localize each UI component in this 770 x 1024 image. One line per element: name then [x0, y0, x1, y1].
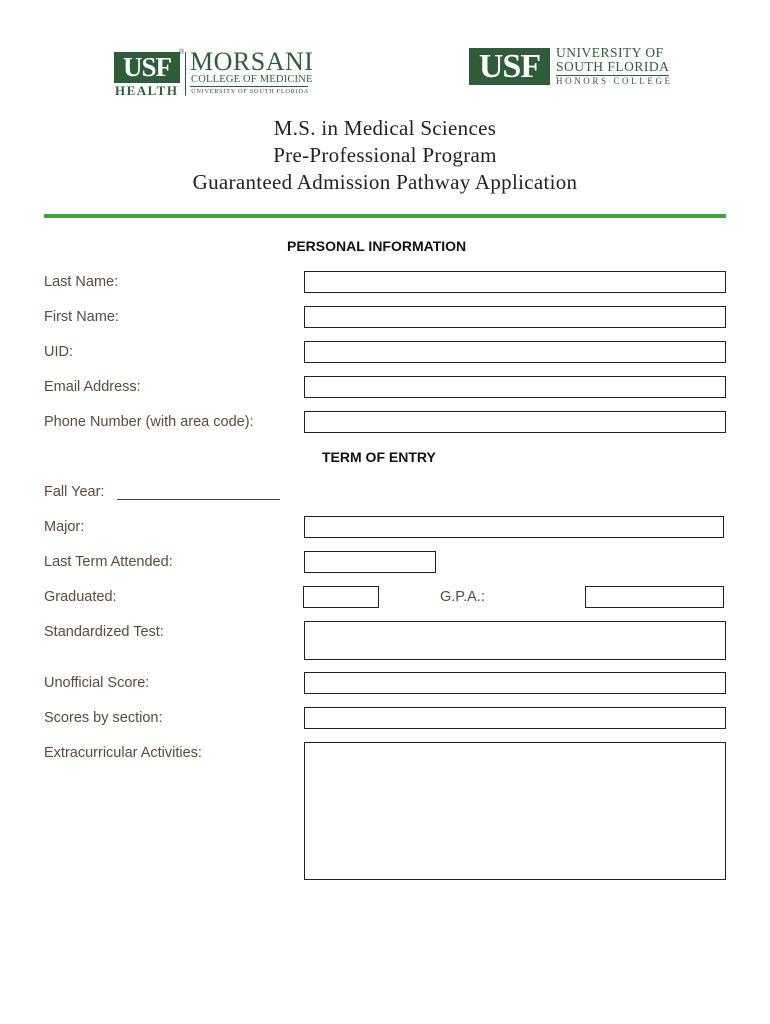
usf-logo-mark: USF: [469, 48, 550, 85]
logo-divider: [185, 52, 186, 96]
registered-mark: ®: [179, 49, 185, 56]
fall-year-label: Fall Year:: [44, 484, 105, 500]
graduated-label: Graduated:: [44, 589, 117, 605]
last-term-attended-label: Last Term Attended:: [44, 554, 173, 570]
uid-input[interactable]: [304, 341, 726, 363]
standardized-test-input[interactable]: [304, 621, 726, 660]
fall-year-blank[interactable]: [117, 483, 280, 500]
gpa-input[interactable]: [585, 586, 724, 608]
phone-number-input[interactable]: [304, 411, 726, 433]
logo-underline: [190, 86, 308, 87]
unofficial-score-label: Unofficial Score:: [44, 675, 150, 691]
college-of-medicine-wordmark: COLLEGE OF MEDICINE: [191, 74, 313, 85]
extracurricular-activities-label: Extracurricular Activities:: [44, 745, 202, 761]
email-address-label: Email Address:: [44, 379, 141, 395]
health-wordmark: HEALTH: [115, 83, 179, 98]
scores-by-section-input[interactable]: [304, 707, 726, 729]
honors-college-wordmark: HONORS COLLEGE: [556, 76, 673, 86]
title-line-3: Guaranteed Admission Pathway Application: [192, 170, 578, 194]
green-divider-rule: [44, 214, 726, 218]
email-address-input[interactable]: [304, 376, 726, 398]
term-of-entry-heading: TERM OF ENTRY: [322, 449, 436, 465]
uid-label: UID:: [44, 344, 73, 360]
last-name-input[interactable]: [304, 271, 726, 293]
personal-information-heading: PERSONAL INFORMATION: [287, 238, 467, 254]
morsani-wordmark: MORSANI: [190, 47, 314, 76]
university-of-wordmark: UNIVERSITY OF: [556, 45, 664, 60]
major-input[interactable]: [304, 516, 724, 538]
extracurricular-activities-input[interactable]: [304, 742, 726, 880]
last-name-label: Last Name:: [44, 274, 119, 290]
gpa-label: G.P.A.:: [440, 589, 485, 605]
major-label: Major:: [44, 519, 85, 535]
graduated-input[interactable]: [303, 586, 379, 608]
title-line-2: Pre-Professional Program: [273, 143, 497, 167]
unofficial-score-input[interactable]: [304, 672, 726, 694]
university-wordmark-small: UNIVERSITY OF SOUTH FLORIDA: [191, 88, 309, 95]
usf-health-logo-mark: USF: [114, 52, 180, 83]
scores-by-section-label: Scores by section:: [44, 710, 163, 726]
first-name-input[interactable]: [304, 306, 726, 328]
first-name-label: First Name:: [44, 309, 119, 325]
last-term-attended-input[interactable]: [304, 551, 436, 573]
phone-number-label: Phone Number (with area code):: [44, 414, 254, 430]
standardized-test-label: Standardized Test:: [44, 624, 164, 640]
title-line-1: M.S. in Medical Sciences: [273, 116, 497, 140]
south-florida-wordmark: SOUTH FLORIDA: [556, 59, 670, 74]
